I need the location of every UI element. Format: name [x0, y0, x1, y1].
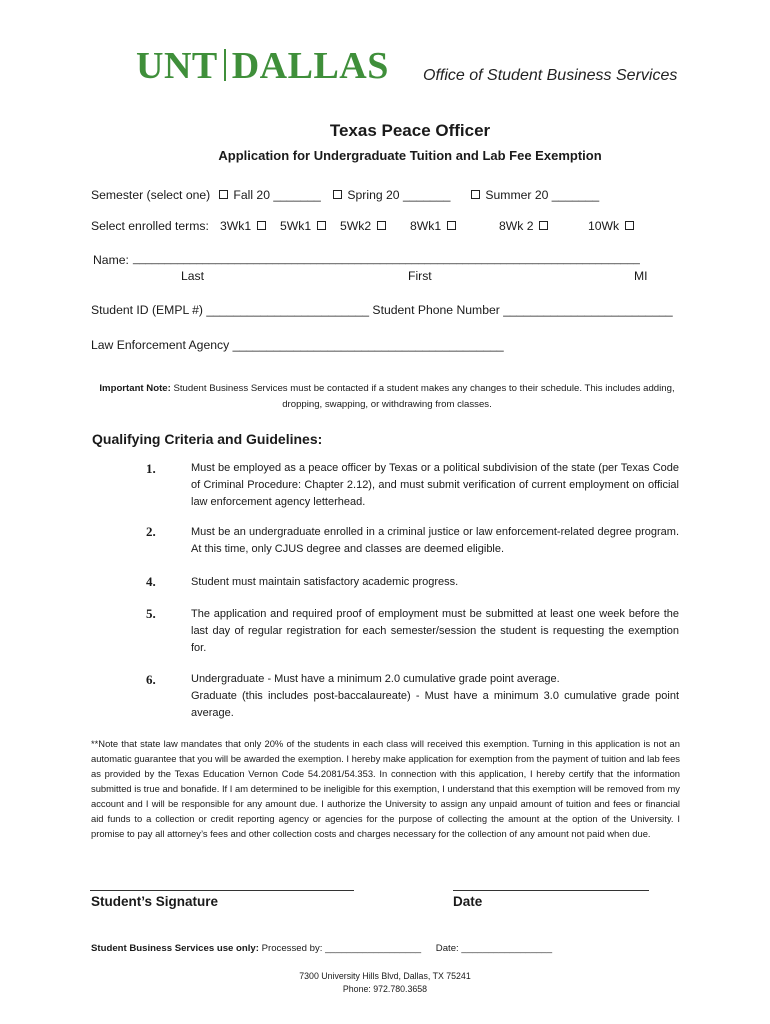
term-3wk1-checkbox[interactable] [257, 221, 266, 230]
term-8wk2-label: 8Wk 2 [499, 219, 534, 233]
logo-dallas: DALLAS [231, 45, 389, 87]
term-5wk2[interactable] [340, 219, 388, 233]
term-8wk2-checkbox[interactable] [539, 221, 548, 230]
law-enforcement-agency-line[interactable]: Law Enforcement Agency ________________________________________ [91, 338, 504, 352]
fall-checkbox[interactable] [219, 190, 228, 199]
term-8wk1-label: 8Wk1 [410, 219, 442, 233]
office-name: Office of Student Business Services [423, 67, 678, 84]
term-8wk2[interactable] [499, 219, 550, 233]
criteria-item-undergrad: Undergraduate - Must have a minimum 2.0 cumulative grade point average. [191, 673, 560, 685]
important-note-label: Important Note: [99, 383, 171, 394]
form-subtitle: Application for Undergraduate Tuition and Lab Fee Exemption [218, 148, 602, 163]
semester-summer-option[interactable] [469, 188, 599, 202]
office-use-line [91, 943, 552, 954]
term-3wk1-label: 3Wk1 [220, 219, 252, 233]
student-id-phone-line[interactable]: Student ID (EMPL #) ________________________ Student Phone Number _________________________ [91, 303, 673, 317]
criteria-item: Must be an undergraduate enrolled in a criminal justice or law enforcement-related degree program. At this time, only CJUS degree and classes are deemed eligible. [191, 526, 679, 555]
terms-label: Select enrolled terms: [91, 219, 209, 233]
criteria-number: 2. [146, 524, 156, 539]
term-5wk2-label: 5Wk2 [340, 219, 372, 233]
name-mi-caption: MI [634, 269, 648, 283]
spring-label: Spring 20 _______ [347, 188, 451, 202]
name-last-caption: Last [181, 269, 205, 283]
criteria-item-grad: Graduate (this includes post-baccalaureate) - Must have a minimum 3.0 cumulative grade point average. [191, 690, 679, 719]
criteria-item [191, 671, 679, 722]
criteria-number: 4. [146, 574, 156, 589]
criteria-item: Must be employed as a peace officer by Texas or a political subdivision of the state (per Texas Code of Criminal Procedure: Chapter 2.12), and must submit verification of current employment on official law enforcement agency letterhead. [191, 462, 679, 508]
criteria-heading: Qualifying Criteria and Guidelines: [92, 431, 323, 447]
term-5wk1-checkbox[interactable] [317, 221, 326, 230]
footer-address: 7300 University Hills Blvd, Dallas, TX 75241 [299, 971, 471, 981]
logo-unt: UNT [136, 45, 218, 87]
criteria-item: The application and required proof of employment must be submitted at least one week before the last day of regular registration for each semester/session the student is requesting the exemption for. [191, 608, 679, 654]
criteria-number: 1. [146, 461, 156, 476]
form-title: Texas Peace Officer [329, 121, 491, 140]
logo-divider [224, 49, 226, 81]
date-line[interactable] [453, 890, 649, 891]
term-3wk1[interactable] [220, 219, 268, 233]
summer-checkbox[interactable] [471, 190, 480, 199]
office-date-field[interactable]: Date: _________________ [435, 943, 553, 954]
term-10wk[interactable] [588, 219, 636, 233]
term-8wk1[interactable] [410, 219, 458, 233]
term-5wk2-checkbox[interactable] [377, 221, 386, 230]
name-label: Name: [93, 253, 129, 267]
office-use-label: Student Business Services use only: [91, 943, 259, 954]
date-label: Date [453, 894, 483, 909]
unt-dallas-logo [136, 44, 389, 88]
legal-note: **Note that state law mandates that only 20% of the students in each class will received this exemption. Turning in this application is not an automatic guarantee that you will be awarded the exemption. I hereby make application for exemption from the payment of tuition and lab fees as provided by the Texas Education Vernon Code 54.2081/54.353. In connection with this application, I hereby certify that the information submitted is true and bonafide. If I am determined to be ineligible for this exemption, I understand that this exemption will be removed from my account and I will be responsible for any amount due. I authorize the University to assign any unpaid amount of tuition and fees or financial aid funds to a collection or credit reporting agency or agencies for the purpose of collecting the amount at the option of the University. I promise to pay all attorney’s fees and other collection costs and charges necessary for the collection of any amount not paid when due. [91, 738, 680, 839]
semester-spring-option[interactable] [331, 188, 450, 202]
criteria-item: Student must maintain satisfactory academic progress. [191, 576, 459, 588]
semester-fall-option[interactable] [217, 188, 321, 202]
processed-by-field[interactable]: Processed by: __________________ [261, 943, 422, 954]
summer-label: Summer 20 _______ [485, 188, 600, 202]
semester-label: Semester (select one) [91, 188, 211, 202]
name-first-caption: First [408, 269, 432, 283]
term-10wk-checkbox[interactable] [625, 221, 634, 230]
term-10wk-label: 10Wk [588, 219, 620, 233]
name-field[interactable]: ________________________________________________________________________________ [133, 253, 640, 265]
term-5wk1[interactable] [280, 219, 328, 233]
term-8wk1-checkbox[interactable] [447, 221, 456, 230]
criteria-number: 6. [146, 672, 156, 687]
signature-line[interactable] [90, 890, 354, 891]
fall-label: Fall 20 _______ [233, 188, 321, 202]
important-note [92, 381, 682, 413]
term-5wk1-label: 5Wk1 [280, 219, 312, 233]
spring-checkbox[interactable] [333, 190, 342, 199]
criteria-number: 5. [146, 606, 156, 621]
important-note-text: Student Business Services must be contacted if a student makes any changes to their schedule. This includes adding, dropping, swapping, or withdrawing from classes. [173, 383, 675, 410]
footer-phone: Phone: 972.780.3658 [342, 984, 428, 994]
student-signature-label: Student’s Signature [91, 894, 219, 909]
